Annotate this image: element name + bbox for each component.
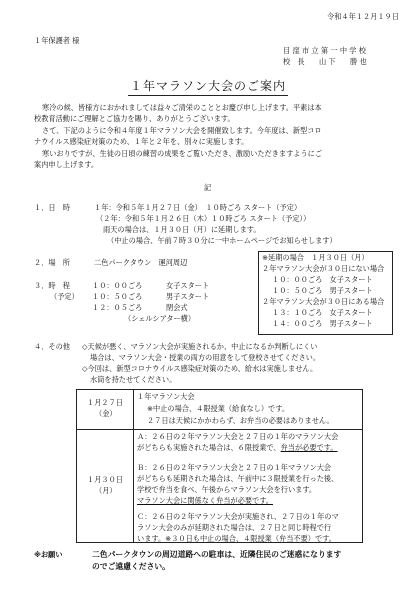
case-c-line: Ｃ：２６日の２年マラソン大会が実施され、２７日の１年のマ <box>137 512 339 521</box>
row2-date: １月３０日 <box>87 475 123 484</box>
case-b-line: がどちらも延期された場合は、午前中に３限授業を行った後、 <box>137 474 339 483</box>
addressee: １年保護者 様 <box>34 36 80 45</box>
schedule-note: （シェルシアター横） <box>124 314 196 323</box>
case-b-line: 学校で弁当を食べ、午後からマラソン大会を行います。 <box>137 485 317 494</box>
postpone-case: ２年マラソン大会が３０日にある場合 <box>262 297 385 306</box>
case-a-line: がどちらも実施された場合は、６限授業で、弁当が必要です。 <box>137 443 338 452</box>
schedule-sub: （予定） <box>50 292 79 301</box>
place-value: 二色パークタウン 運河周辺 <box>94 258 188 267</box>
date-line: 雨天の場合は、１月３０日（月）に延期します。 <box>103 225 261 234</box>
place-label: ２．場 所 <box>34 258 70 267</box>
schedule-event: 閉会式 <box>166 303 188 312</box>
schedule-time: １２：０５ごろ <box>92 303 143 312</box>
postpone-case: ２年マラソン大会が３０日にない場合 <box>262 264 385 273</box>
row1-line: ２７日は天候にかかわらず、お弁当の必要はありません。 <box>147 416 334 425</box>
case-b-line: Ｂ：２６日の２年マラソン大会と２７日の１年マラソン大会 <box>137 463 332 472</box>
other-line: 水筒を持たせてください。 <box>90 375 177 384</box>
case-b-emphasis: マラソン大会に関係なく弁当が必要です。 <box>137 496 273 505</box>
postpone-title: ※延期の場合 １月３０日（月） <box>262 253 369 262</box>
intro-line: 校教育活動にご理解とご協力を賜り、ありがとうございます。 <box>34 114 235 123</box>
other-line: ◇今回は、新型コロナウイルス感染症対策のため、給水は実施しません。 <box>82 364 318 373</box>
postpone-row: １０：５０ごろ 男子スタート <box>272 286 373 295</box>
schedule-time: １０：５０ごろ <box>92 292 143 301</box>
row1-date: １月２７日 <box>87 398 123 407</box>
case-a-emphasis: 弁当が必要です。 <box>280 443 338 452</box>
schedule-event: 女子スタート <box>166 281 210 290</box>
request-line: 二色パークタウンの周辺道路への駐車は、近隣住民のご迷惑になります <box>92 550 342 559</box>
case-c-line: います。※３０日も中止の場合、４限授業（弁当不要）です。 <box>137 534 336 543</box>
postpone-row: １４：００ごろ 男子スタート <box>272 319 373 328</box>
school-name: 目 窪 市 立 第 一 中 学 校 <box>283 46 366 55</box>
other-line: ◇天候が悪く、マラソン大会が実施されるか、中止になるか判断しにくい <box>82 342 318 351</box>
row1-line: １年マラソン大会 <box>137 392 195 401</box>
date-line: （２年：令和５年１月２６日（木）１０時ごろ スタート（予定）） <box>96 214 311 223</box>
intro-line: 寒冷の候、皆様方におかれましては益々ご清栄のこととお慶び申し上げます。平素は本 <box>42 103 322 112</box>
date-line: １年：令和５年１月２７日（金） １０時ごろ スタート（予定） <box>94 203 302 212</box>
case-c-line: ラソン大会のみが延期された場合は、２７日と同じ時程で行 <box>137 523 332 532</box>
request-line: のでご遠慮ください。 <box>92 562 170 571</box>
case-a-line: Ａ：２６日の２年マラソン大会と２７日の１年のマラソン大会 <box>137 432 339 441</box>
date-line: （中止の場合、午前７時３０分に一中ホームページでお知らせします） <box>107 236 337 245</box>
row1-line: ※中止の場合、４限授業（給食なし）です。 <box>147 404 290 413</box>
postpone-row: １３：１０ごろ 女子スタート <box>272 308 373 317</box>
intro-line: 寒いおりですが、生徒の日頃の練習の成果をご覧いただき、激励いただきますようにご <box>42 149 323 158</box>
schedule-label: ３．時 程 <box>34 281 70 290</box>
postpone-row: １０：００ごろ 女子スタート <box>272 275 373 284</box>
schedule-event: 男子スタート <box>166 292 210 301</box>
intro-line: ナウイルス感染症対策のため、１年と２年を、別々に実施します。 <box>34 137 249 146</box>
row1-day: （金） <box>95 409 117 418</box>
schedule-time: １０：００ごろ <box>92 281 143 290</box>
other-label: ４．その他 <box>34 342 70 351</box>
other-line: 場合は、マラソン大会・授業の両方の用意をして登校させてください。 <box>90 353 321 362</box>
row2-day: （月） <box>95 486 117 495</box>
page-title: １年マラソン大会のご案内 <box>128 79 288 96</box>
intro-line: 案内申し上げます。 <box>34 160 99 169</box>
request-label: ※お願い <box>34 550 63 559</box>
date-label: １．日 時 <box>34 203 70 212</box>
ki-heading: 記 <box>204 183 212 192</box>
document-date: 令和４年１２月１９日 <box>327 12 399 21</box>
principal-name: 校 長 山 下 勝 也 <box>283 57 367 66</box>
intro-line: さて、下記のように令和４年度１年マラソン大会を開催致します。今年度は、新型コロ <box>42 126 322 135</box>
